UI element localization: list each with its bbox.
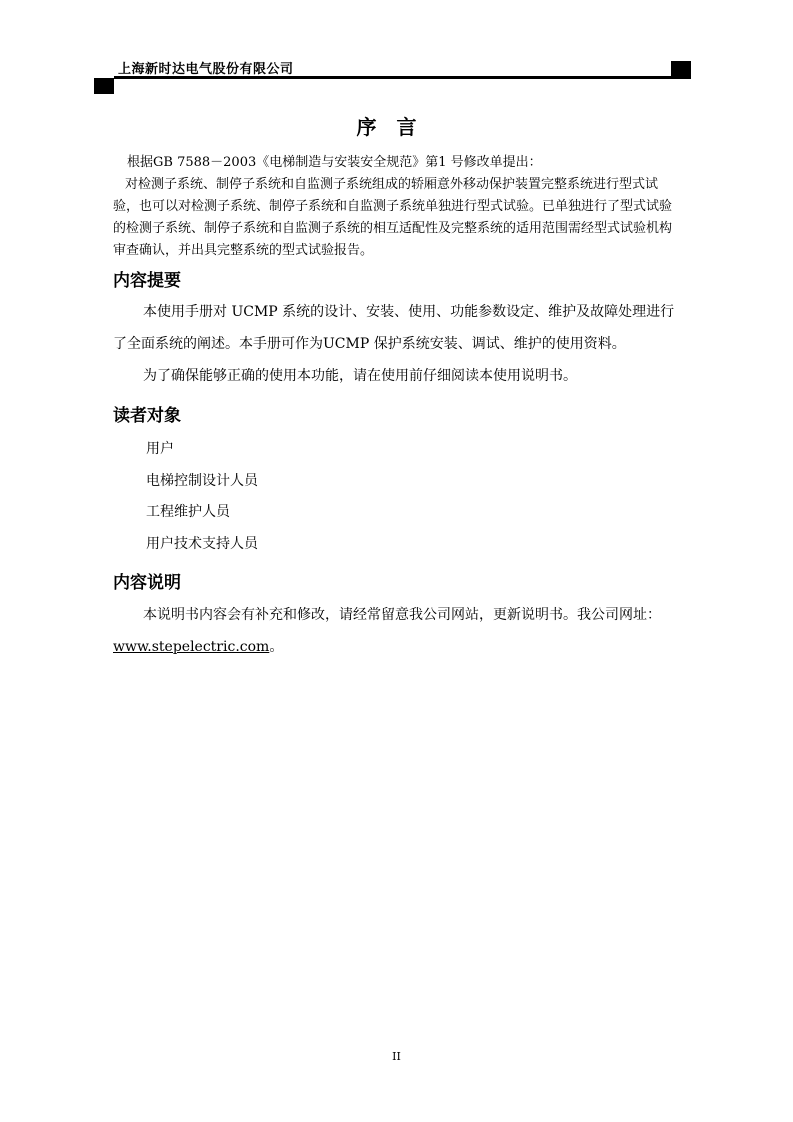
header-decoration-block-left (94, 78, 114, 94)
intro-line-1: 根据GB 7588－2003《电梯制造与安装安全规范》第1 号修改单提出： (127, 155, 542, 170)
company-website-link[interactable]: www.stepelectric.com (113, 639, 270, 655)
notes-paragraph (113, 599, 680, 663)
page-number: II (392, 1050, 401, 1063)
reader-item: 电梯控制设计人员 (146, 473, 258, 489)
intro-body: 对检测子系统、制停子系统和自监测子系统组成的轿厢意外移动保护装置完整系统进行型式试验，也可以对检测子系统、制停子系统和自监测子系统单独进行型式试验。已单独进行了型式试验的检测子系统、制停子系统和自监测子系统的相互适配性及完整系统的适用范围需经型式试验机构审查确认，并出具完整系统的型式试验报告。 (113, 177, 673, 258)
notes-text-end: 。 (269, 639, 284, 655)
intro-section (113, 152, 680, 262)
notes-heading: 内容说明 (113, 573, 181, 593)
company-name: 上海新时达电气股份有限公司 (118, 62, 294, 77)
summary-paragraph-2: 为了确保能够正确的使用本功能，请在使用前仔细阅读本使用说明书。 (143, 368, 577, 384)
summary-paragraph-1: 本使用手册对 UCMP 系统的设计、安装、使用、功能参数设定、维护及故障处理进行了全面系统的阐述。本手册可作为UCMP 保护系统安装、调试、维护的使用资料。 (113, 304, 675, 352)
reader-item: 工程维护人员 (146, 504, 230, 520)
reader-item: 用户 (146, 441, 174, 457)
readers-heading: 读者对象 (113, 406, 181, 426)
header-decoration-block-right (671, 61, 691, 79)
reader-item: 用户技术支持人员 (146, 536, 258, 552)
summary-heading: 内容提要 (113, 271, 181, 291)
notes-text: 本说明书内容会有补充和修改，请经常留意我公司网站，更新说明书。我公司网址： (143, 607, 661, 623)
page-title: 序言 (356, 115, 437, 139)
